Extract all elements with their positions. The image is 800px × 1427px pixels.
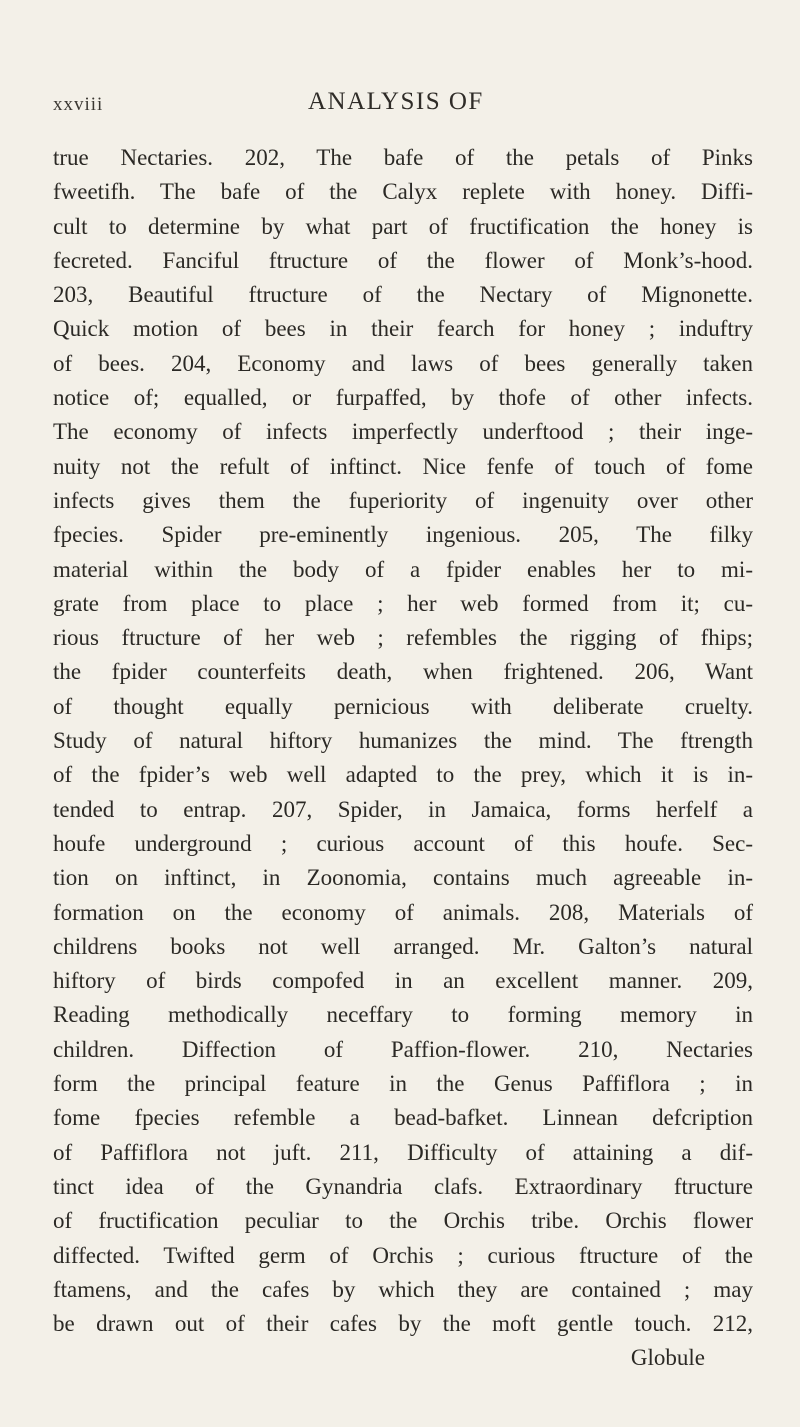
text-line: of Paffiflora not juft. 211, Difficulty of attaining a dif- [53, 1139, 753, 1165]
text-line: true Nectaries. 202, The bafe of the petals of Pinks [53, 145, 753, 170]
text-line: be drawn out of their cafes by the moft gentle touch. 212, [53, 1311, 753, 1337]
text-line: formation on the economy of animals. 208, Materials of [53, 899, 753, 925]
text-line: tion on inftinct, in Zoonomia, contains much agreeable in- [53, 865, 753, 891]
text-line: 203, Beautiful ftructure of the Nectary of Mignonette. [53, 282, 753, 308]
text-line: material within the body of a fpider enables her to mi- [53, 556, 753, 582]
analysis-text [53, 141, 753, 1376]
text-line: childrens books not well arranged. Mr. Galton’s natural [53, 933, 753, 959]
text-line: of bees. 204, Economy and laws of bees generally taken [53, 350, 753, 376]
text-line: infects gives them the fuperiority of ingenuity over other [53, 487, 753, 513]
text-line: fome fpecies refemble a bead-bafket. Linnean defcription [53, 1105, 753, 1131]
text-line: grate from place to place ; her web formed from it; cu- [53, 590, 753, 616]
text-line: fweetifh. The bafe of the Calyx replete with honey. Diffi- [53, 179, 753, 205]
text-line: of fructification peculiar to the Orchis tribe. Orchis flower [53, 1208, 753, 1234]
text-line: nuity not the refult of inftinct. Nice fenfe of touch of fome [53, 453, 753, 479]
text-line: fpecies. Spider pre-eminently ingenious. 205, The filky [53, 522, 753, 548]
page-header [53, 88, 753, 128]
text-line: ftamens, and the cafes by which they are contained ; may [53, 1276, 753, 1302]
text-line: cult to determine by what part of fructification the honey is [53, 213, 753, 239]
catchword: Globule [630, 1345, 705, 1371]
text-line: form the principal feature in the Genus Paffiflora ; in [53, 1071, 753, 1097]
text-line: hiftory of birds compofed in an excellent manner. 209, [53, 968, 753, 994]
text-line: of thought equally pernicious with deliberate cruelty. [53, 693, 753, 719]
text-line: the fpider counterfeits death, when frightened. 206, Want [53, 659, 753, 685]
text-line: The economy of infects imperfectly underftood ; their inge- [53, 419, 753, 445]
page-number: xxviii [53, 94, 104, 115]
text-line: Reading methodically neceffary to forming memory in [53, 1002, 753, 1028]
text-line: tinct idea of the Gynandria clafs. Extraordinary ftructure [53, 1173, 753, 1199]
text-line: Quick motion of bees in their fearch for honey ; induftry [53, 316, 753, 342]
text-line: tended to entrap. 207, Spider, in Jamaica, forms herfelf a [53, 796, 753, 822]
text-line: rious ftructure of her web ; refembles the rigging of fhips; [53, 625, 753, 651]
text-line: fecreted. Fanciful ftructure of the flower of Monk’s-hood. [53, 247, 753, 273]
text-line: houfe underground ; curious account of this houfe. Sec- [53, 830, 753, 856]
text-line: of the fpider’s web well adapted to the prey, which it is in- [53, 762, 753, 788]
text-line: notice of; equalled, or furpaffed, by thofe of other infects. [53, 385, 753, 411]
text-line: Study of natural hiftory humanizes the mind. The ftrength [53, 728, 753, 754]
running-head: ANALYSIS OF [308, 88, 484, 115]
text-line: diffected. Twifted germ of Orchis ; curious ftructure of the [53, 1242, 753, 1268]
text-line: children. Diffection of Paffion-flower. 210, Nectaries [53, 1036, 753, 1062]
